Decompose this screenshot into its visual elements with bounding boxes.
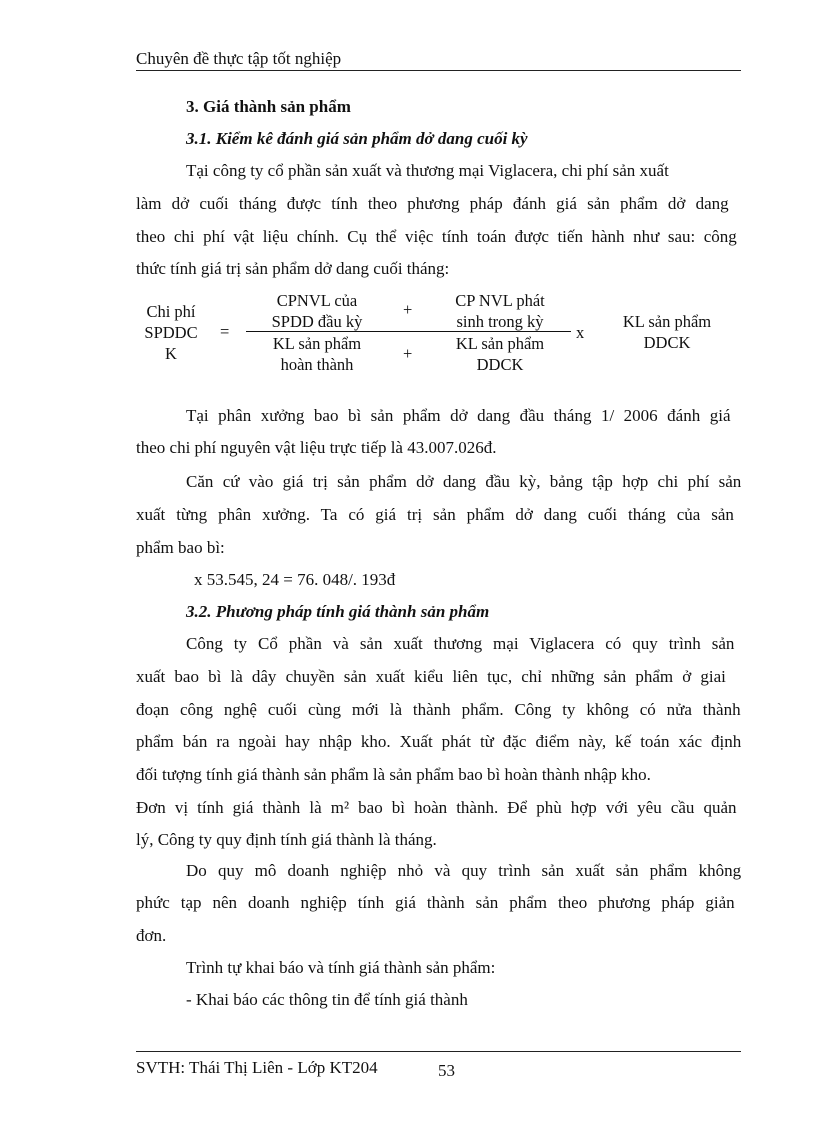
paragraph-line: theo chi phí nguyên vật liệu trực tiếp là 43.007.026đ. <box>136 438 497 457</box>
paragraph-line: theo chi phí vật liệu chính. Cụ thể việc tính toán được tiến hành như sau: công <box>136 227 737 246</box>
paragraph-line: xuất bao bì là dây chuyền sản xuất kiểu liên tục, chỉ những sản phẩm ở giai <box>136 667 726 686</box>
formula-text: SPDD đầu kỳ <box>271 312 363 331</box>
paragraph-line: thức tính giá trị sản phẩm dở dang cuối tháng: <box>136 259 450 278</box>
section-3-2-heading: 3.2. Phương pháp tính giá thành sản phẩm <box>186 602 490 621</box>
formula-lhs-line: SPDDC <box>144 323 198 342</box>
formula-text: CPNVL của <box>276 291 358 310</box>
section-3-heading: 3. Giá thành sản phẩm <box>186 97 351 116</box>
calculation-result: x 53.545, 24 = 76. 048/. 193đ <box>194 570 396 589</box>
bullet-item: - Khai báo các thông tin để tính giá thành <box>186 990 468 1009</box>
paragraph-line: xuất từng phân xưởng. Ta có giá trị sản phẩm dở dang cuối tháng của sản <box>136 505 734 524</box>
paragraph-line: lý, Công ty quy định tính giá thành là tháng. <box>136 830 437 849</box>
paragraph-line: đoạn công nghệ cuối cùng mới là thành phẩm. Công ty không có nửa thành <box>136 700 741 719</box>
section-3-1-heading: 3.1. Kiểm kê đánh giá sản phẩm dở dang cuối kỳ <box>186 129 528 148</box>
formula-lhs <box>136 301 206 364</box>
paragraph-line: Căn cứ vào giá trị sản phẩm dở dang đầu kỳ, bảng tập hợp chi phí sản <box>186 472 742 491</box>
formula-denominator-a <box>253 333 381 375</box>
formula-text: DDCK <box>476 355 524 374</box>
formula-lhs-line: K <box>165 344 177 363</box>
paragraph-line: phẩm bao bì: <box>136 538 225 557</box>
formula-text: KL sản phẩm <box>455 334 545 353</box>
paragraph-line: đối tượng tính giá thành sản phẩm là sản phẩm bao bì hoàn thành nhập kho. <box>136 765 651 784</box>
formula-fraction-bar <box>246 331 571 332</box>
paragraph-line: phức tạp nên doanh nghiệp tính giá thành sản phẩm theo phương pháp giản <box>136 893 735 912</box>
paragraph-line: Do quy mô doanh nghiệp nhỏ và quy trình sản xuất sản phẩm không <box>186 861 742 880</box>
formula-text: hoàn thành <box>280 355 354 374</box>
formula-equals: = <box>220 322 230 341</box>
footer-author: SVTH: Thái Thị Liên - Lớp KT204 <box>136 1058 378 1077</box>
formula-times: x <box>576 323 585 342</box>
paragraph-line: Tại công ty cổ phần sản xuất và thương mại Viglacera, chi phí sản xuất <box>186 161 669 180</box>
formula-text: sinh trong kỳ <box>456 312 544 331</box>
paragraph-line: phẩm bán ra ngoài hay nhập kho. Xuất phát từ đặc điểm này, kế toán xác định <box>136 732 742 751</box>
formula-lhs-line: Chi phí <box>146 302 196 321</box>
paragraph-procedure: Trình tự khai báo và tính giá thành sản phẩm: <box>186 958 496 977</box>
paragraph-line: đơn. <box>136 926 167 945</box>
header-rule <box>136 70 741 71</box>
formula-plus-top: + <box>403 300 413 319</box>
formula-plus-bottom: + <box>403 344 413 363</box>
paragraph-line: Đơn vị tính giá thành là m² bao bì hoàn thành. Để phù hợp với yêu cầu quản <box>136 798 737 817</box>
page-number: 53 <box>438 1061 455 1080</box>
paragraph-line: làm dở cuối tháng được tính theo phương pháp đánh giá sản phẩm dở dang <box>136 194 729 213</box>
formula-denominator-b <box>436 333 564 375</box>
header-title: Chuyên đề thực tập tốt nghiệp <box>136 49 342 68</box>
formula-text: KL sản phẩm <box>622 312 712 331</box>
formula-rhs <box>608 311 726 353</box>
formula-text: KL sản phẩm <box>272 334 362 353</box>
formula-numerator-b <box>436 290 564 332</box>
paragraph-line: Tại phân xưởng bao bì sản phẩm dở dang đầu tháng 1/ 2006 đánh giá <box>186 406 731 425</box>
paragraph-line: Công ty Cổ phần và sản xuất thương mại Viglacera có quy trình sản <box>186 634 735 653</box>
formula-text: DDCK <box>643 333 691 352</box>
formula-text: CP NVL phát <box>455 291 545 310</box>
formula-numerator-a <box>253 290 381 332</box>
footer-rule <box>136 1051 741 1052</box>
